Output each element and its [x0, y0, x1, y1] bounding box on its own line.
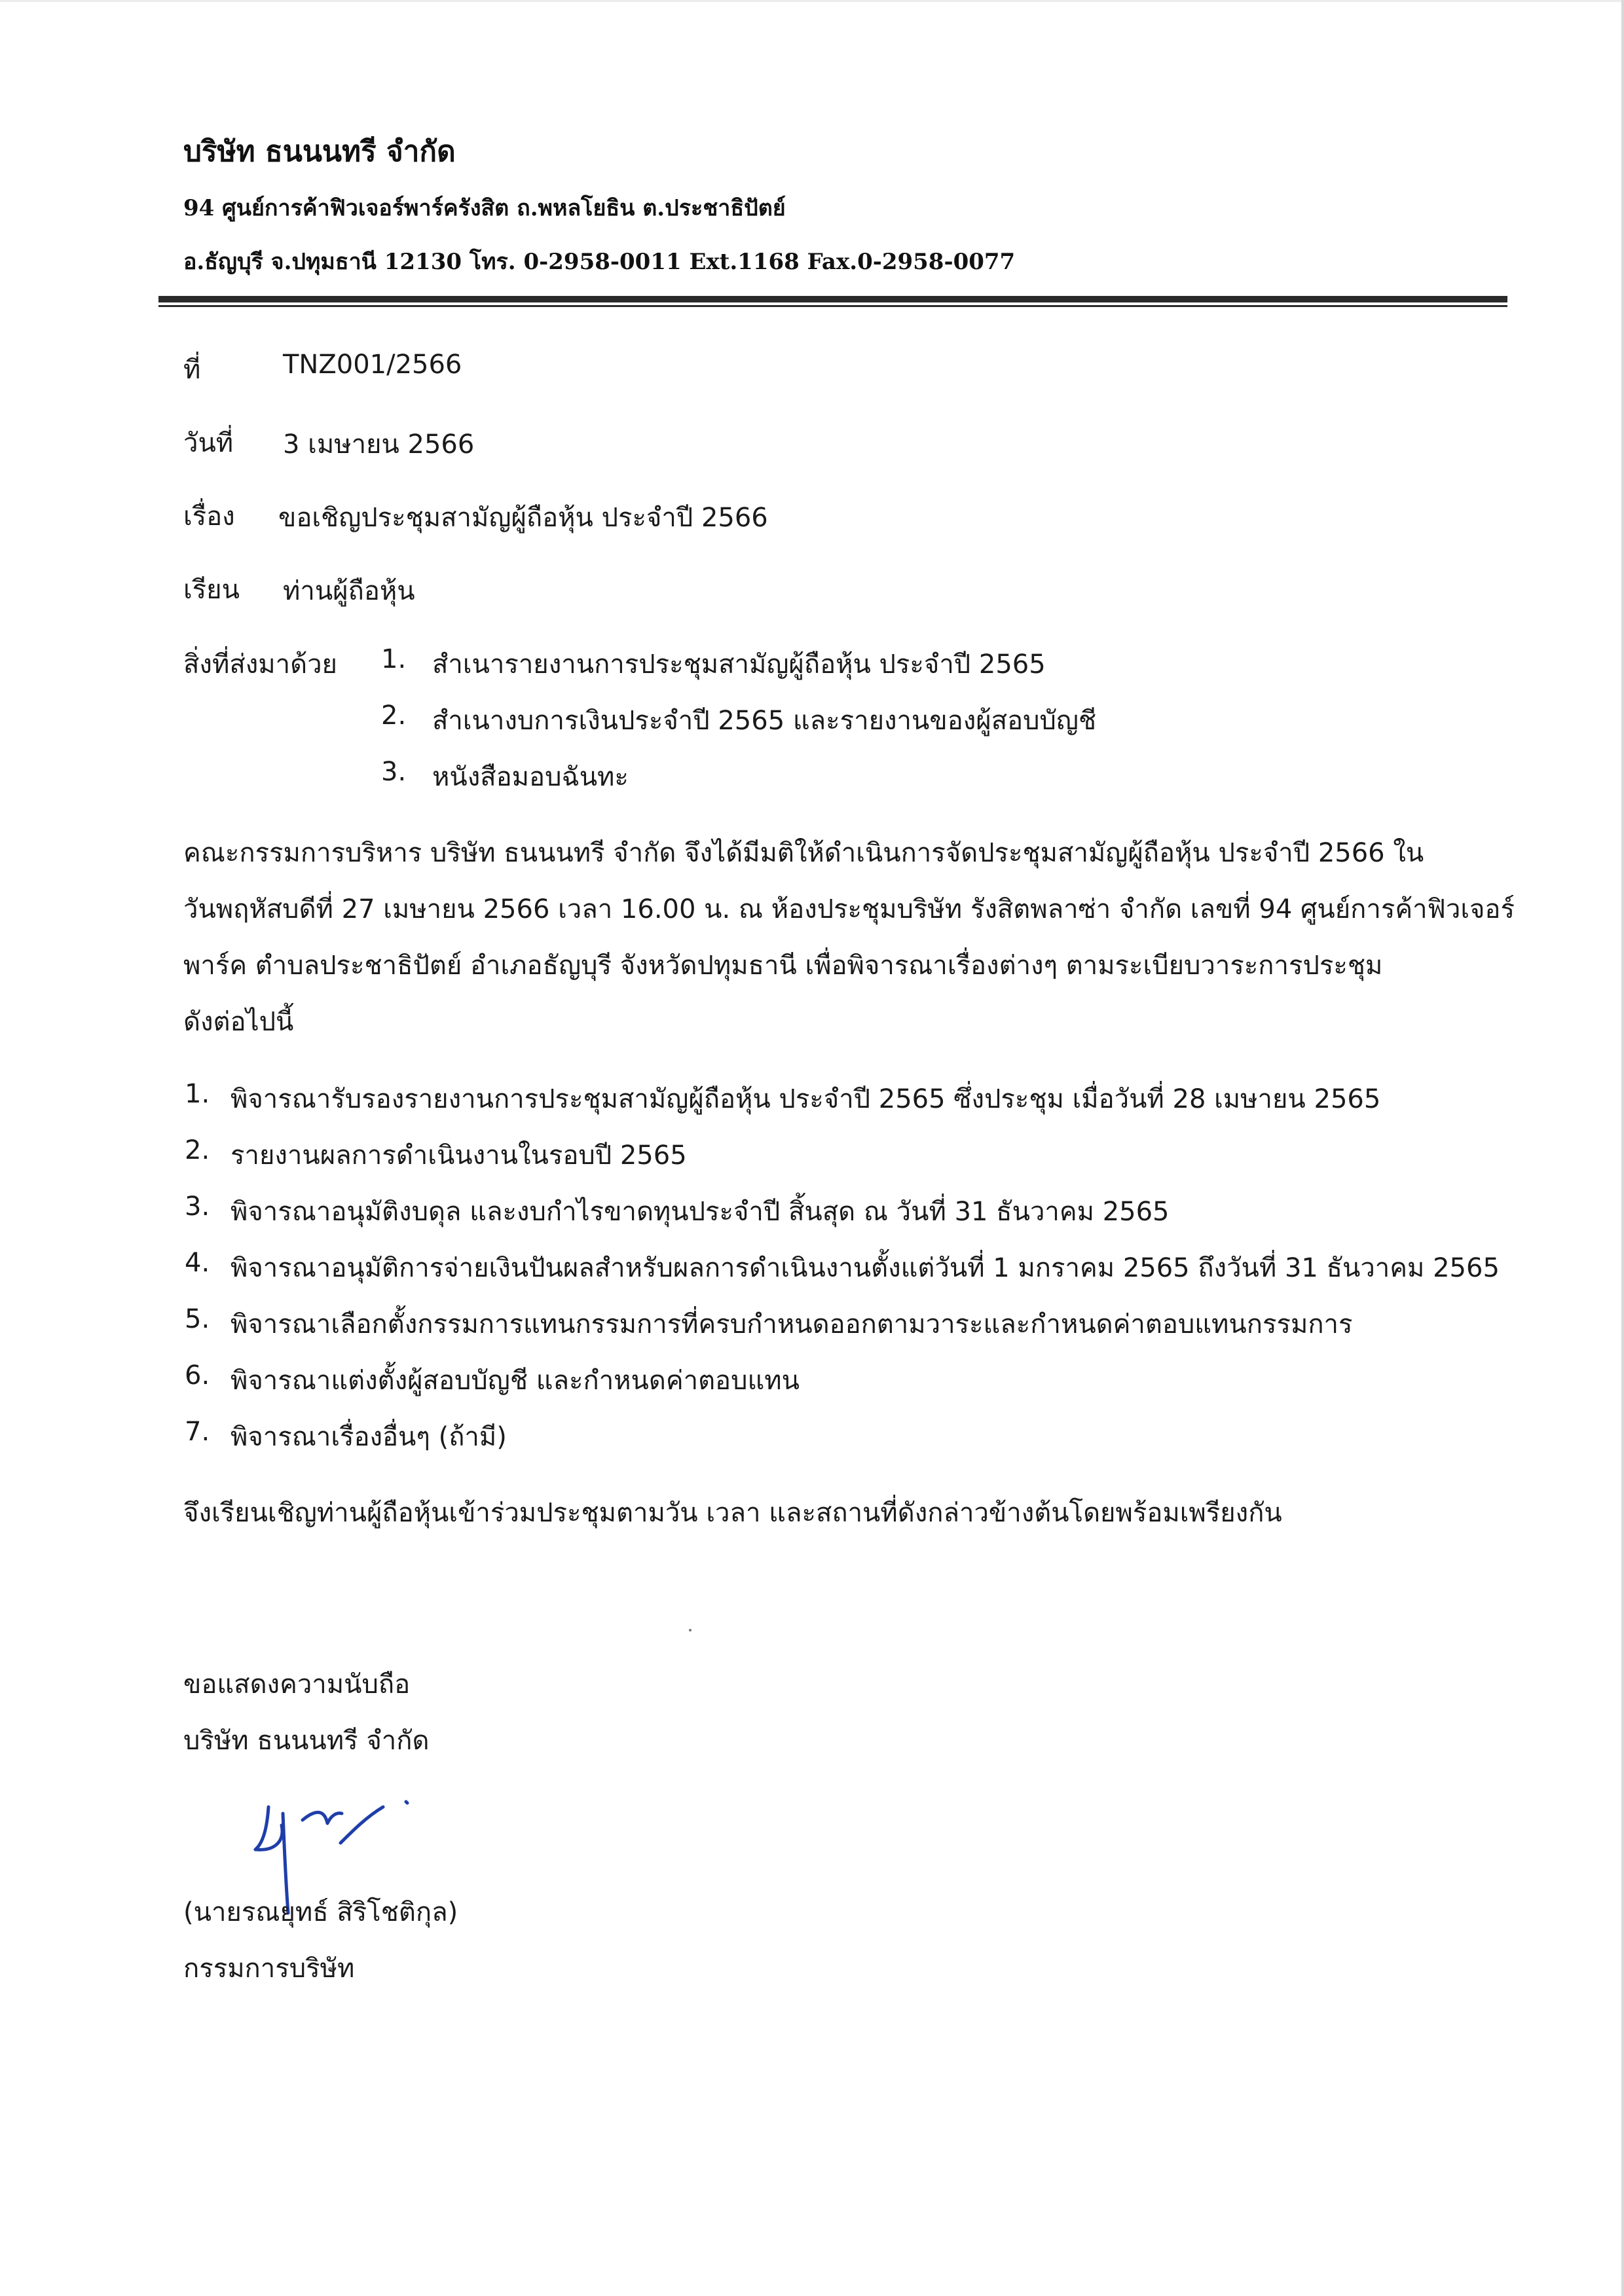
closing-line: จึงเรียนเชิญท่านผู้ถือหุ้นเข้าร่วมประชุมตามวัน เวลา และสถานที่ดังกล่าวข้างต้นโดยพร้อมเพรียงกัน	[183, 1498, 1282, 1528]
ref-label: ที่	[183, 355, 201, 385]
attachment-number: 1.	[381, 644, 407, 674]
agenda-item: รายงานผลการดำเนินงานในรอบปี 2565	[231, 1140, 687, 1171]
to-value: ท่านผู้ถือหุ้น	[283, 576, 415, 606]
agenda-item: พิจารณาอนุมัติการจ่ายเงินปันผลสำหรับผลการดำเนินงานตั้งแต่วันที่ 1 มกราคม 2565 ถึงวันที่ 31 ธันวาคม 2565	[231, 1253, 1500, 1283]
body-line: ดังต่อไปนี้	[183, 1007, 294, 1037]
agenda-number: 3.	[185, 1192, 210, 1222]
agenda-number: 6.	[185, 1360, 210, 1391]
letterhead-rule-thin	[158, 305, 1507, 307]
subject-value: ขอเชิญประชุมสามัญผู้ถือหุ้น ประจำปี 2566	[278, 503, 768, 533]
agenda-number: 1.	[185, 1079, 210, 1109]
attachment-item: สำเนารายงานการประชุมสามัญผู้ถือหุ้น ประจำปี 2565	[432, 649, 1046, 680]
signature-company: บริษัท ธนนนทรี จำกัด	[183, 1726, 430, 1756]
attachment-number: 3.	[381, 757, 407, 787]
attachments-label: สิ่งที่ส่งมาด้วย	[183, 649, 337, 680]
agenda-number: 7.	[185, 1417, 210, 1447]
agenda-item: พิจารณารับรองรายงานการประชุมสามัญผู้ถือหุ้น ประจำปี 2565 ซึ่งประชุม เมื่อวันที่ 28 เมษายน 2565	[231, 1084, 1381, 1114]
attachment-item: สำเนางบการเงินประจำปี 2565 และรายงานของผู้สอบบัญชี	[432, 706, 1097, 736]
agenda-item: พิจารณาแต่งตั้งผู้สอบบัญชี และกำหนดค่าตอบแทน	[231, 1366, 800, 1396]
subject-label: เรื่อง	[183, 501, 235, 532]
body-line: คณะกรรมการบริหาร บริษัท ธนนนทรี จำกัด จึงได้มีมติให้ดำเนินการจัดประชุมสามัญผู้ถือหุ้น ประจำปี 2566 ใน	[183, 838, 1424, 868]
signature-regards: ขอแสดงความนับถือ	[183, 1669, 411, 1700]
scan-edge-top	[0, 0, 1624, 2]
body-line: วันพฤหัสบดีที่ 27 เมษายน 2566 เวลา 16.00 น. ณ ห้องประชุมบริษัท รังสิตพลาซ่า จำกัด เลขที่ 94 ศูนย์การค้าฟิวเจอร์	[183, 894, 1515, 924]
agenda-item: พิจารณาเรื่องอื่นๆ (ถ้ามี)	[231, 1422, 507, 1452]
agenda-item: พิจารณาอนุมัติงบดุล และงบกำไรขาดทุนประจำปี สิ้นสุด ณ วันที่ 31 ธันวาคม 2565	[231, 1197, 1170, 1227]
signatory-name: (นายรณยุทธ์ สิริโชติกุล)	[183, 1897, 458, 1927]
scan-edge-right	[1621, 0, 1624, 2296]
letterhead-address-line1: 94 ศูนย์การค้าฟิวเจอร์พาร์ครังสิต ถ.พหลโยธิน ต.ประชาธิปัตย์	[183, 195, 786, 221]
letterhead-rule-thick	[158, 296, 1507, 302]
agenda-number: 4.	[185, 1248, 210, 1278]
agenda-number: 2.	[185, 1135, 210, 1165]
date-value: 3 เมษายน 2566	[283, 429, 475, 460]
to-label: เรียน	[183, 575, 240, 605]
ref-value: TNZ001/2566	[283, 350, 462, 380]
agenda-item: พิจารณาเลือกตั้งกรรมการแทนกรรมการที่ครบกำหนดออกตามวาระและกำหนดค่าตอบแทนกรรมการ	[231, 1309, 1353, 1339]
scan-speck	[689, 1629, 692, 1631]
signatory-title: กรรมการบริษัท	[183, 1954, 355, 1984]
agenda-number: 5.	[185, 1304, 210, 1334]
letterhead-company: บริษัท ธนนนทรี จำกัด	[183, 135, 456, 168]
attachment-item: หนังสือมอบฉันทะ	[432, 762, 629, 792]
letterhead-address-line2: อ.ธัญบุรี จ.ปทุมธานี 12130 โทร. 0-2958-0011 Ext.1168 Fax.0-2958-0077	[183, 249, 1016, 275]
body-line: พาร์ค ตำบลประชาธิปัตย์ อำเภอธัญบุรี จังหวัดปทุมธานี เพื่อพิจารณาเรื่องต่างๆ ตามระเบียบวาระการประชุม	[183, 951, 1383, 981]
date-label: วันที่	[183, 428, 234, 458]
attachment-number: 2.	[381, 701, 407, 731]
